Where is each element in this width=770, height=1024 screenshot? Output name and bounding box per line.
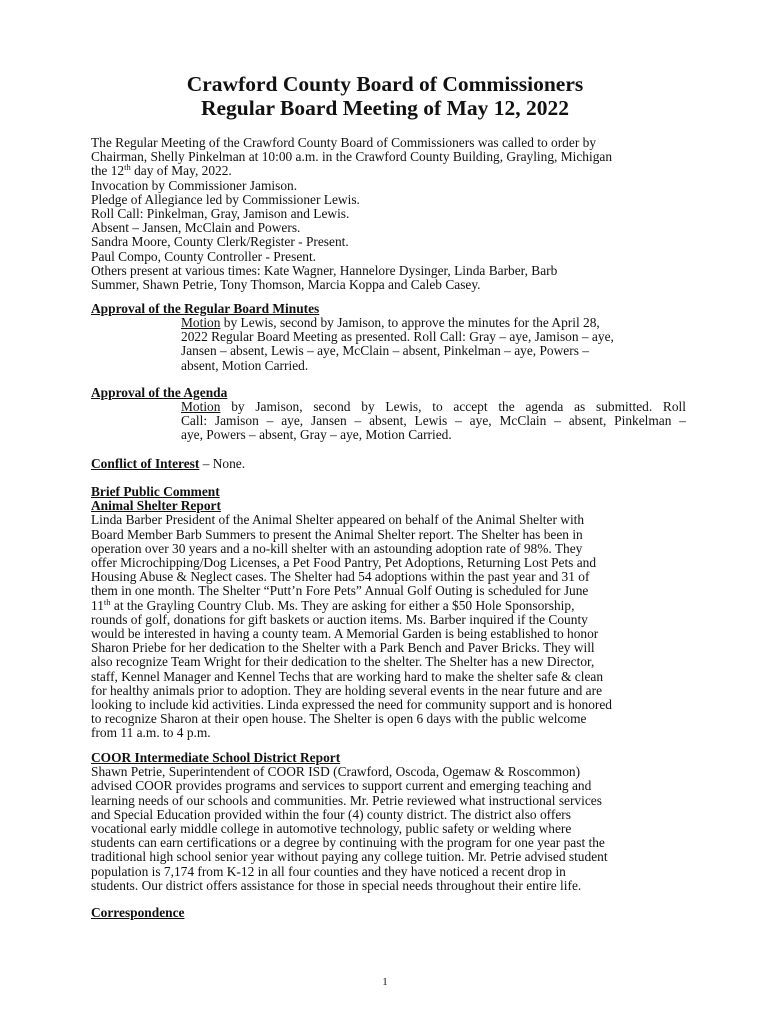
pledge-text: Pledge of Allegiance led by Commissioner Lewis. (91, 191, 360, 207)
conflict-heading: Conflict of Interest (91, 456, 200, 471)
roll-call-text: Roll Call: Pinkelman, Gray, Jamison and Lewis. (91, 206, 350, 222)
paragraph-line: would be interested in having a county team. A Memorial Garden is being established to honor (91, 626, 599, 642)
motion-line (181, 400, 686, 414)
page-title (0, 72, 770, 120)
intro-paragraph (91, 136, 691, 292)
motion-line: Jansen – absent, Lewis – aye, McClain – absent, Pinkelman – aye, Powers – (181, 343, 589, 359)
conflict-section (91, 457, 691, 471)
motion-line (181, 316, 686, 330)
coor-heading: COOR Intermediate School District Report (91, 750, 341, 765)
intro-line (91, 164, 691, 178)
paragraph-line: looking to include kid activities. Linda expressed the need for community support and is honored (91, 697, 613, 713)
minutes-motion (181, 316, 686, 373)
invocation-text: Invocation by Commissioner Jamison. (91, 177, 298, 193)
intro-line: Chairman, Shelly Pinkelman at 10:00 a.m. in the Crawford County Building, Grayling, Michigan (91, 149, 613, 165)
correspondence-heading: Correspondence (91, 905, 185, 920)
motion-line: Call: Jamison – aye, Jansen – absent, Lewis – aye, McClain – absent, Pinkelman – (181, 413, 686, 429)
paragraph-line: staff, Kennel Manager and Kennel Techs that are working hard to make the shelter safe & clean (91, 668, 604, 684)
motion-text: by Jamison, second by Lewis, to accept the agenda as submitted. Roll (220, 399, 686, 414)
paragraph-line: population is 7,174 from K-12 in all four counties and they have noticed a recent drop in (91, 863, 566, 879)
agenda-heading: Approval of the Agenda (91, 385, 228, 400)
conflict-line (91, 457, 691, 471)
paragraph-line: to recognize Sharon at their open house. The Shelter is open 6 days with the public welcome (91, 711, 587, 727)
paragraph-line: them in one month. The Shelter “Putt’n Fore Pets” Annual Golf Outing is scheduled for June (91, 583, 589, 599)
clerk-text: Sandra Moore, County Clerk/Register - Present. (91, 234, 349, 250)
paragraph-line: Board Member Barb Summers to present the Animal Shelter report. The Shelter has been in (91, 526, 583, 542)
others-present-text: Summer, Shawn Petrie, Tony Thomson, Marcia Koppa and Caleb Casey. (91, 277, 481, 293)
paragraph-line: vocational early middle college in automotive technology, public safety or welding where (91, 821, 572, 837)
motion-line: absent, Motion Carried. (181, 357, 309, 373)
minutes-heading: Approval of the Regular Board Minutes (91, 301, 320, 316)
paragraph-line: rounds of golf, donations for gift baskets or auction items. Ms. Barber inquired if the County (91, 611, 588, 627)
paragraph-line: operation over 30 years and a no-kill shelter with an astounding adoption rate of 98%. They (91, 540, 583, 556)
agenda-motion (181, 400, 686, 443)
motion-line: aye, Powers – absent, Gray – aye, Motion Carried. (181, 427, 452, 443)
motion-label: Motion (181, 399, 221, 414)
paragraph-line: traditional high school senior year without paying any college tuition. Mr. Petrie advised student (91, 849, 608, 865)
public-comment-heading: Brief Public Comment (91, 484, 220, 499)
page-number: 1 (382, 976, 388, 988)
motion-label: Motion (181, 315, 221, 330)
correspondence-section (91, 906, 691, 920)
title-line-2: Regular Board Meeting of May 12, 2022 (200, 96, 570, 120)
conflict-text: – None. (199, 456, 246, 471)
paragraph-line: also recognize Team Wright for their dedication to the shelter. The Shelter has a new Director, (91, 654, 595, 670)
paragraph-line: learning needs of our schools and communities. Mr. Petrie reviewed what instructional services (91, 792, 602, 808)
others-present-text: Others present at various times: Kate Wagner, Hannelore Dysinger, Linda Barber, Barb (91, 262, 558, 278)
paragraph-line: students can earn certifications or a degree by continuing with the program for one year past the (91, 835, 605, 851)
title-line-1: Crawford County Board of Commissioners (186, 72, 584, 96)
controller-text: Paul Compo, County Controller - Present. (91, 248, 317, 264)
paragraph-line: and Special Education provided within the four (4) county district. The district also offers (91, 806, 571, 822)
animal-shelter-heading: Animal Shelter Report (91, 498, 221, 514)
paragraph-line: Shawn Petrie, Superintendent of COOR ISD (Crawford, Oscoda, Ogemaw & Roscommon) (91, 764, 581, 780)
absent-text: Absent – Jansen, McClain and Powers. (91, 220, 301, 236)
intro-date-text: day of May, 2022. (130, 163, 232, 179)
paragraph-line: Sharon Priebe for her dedication to the Shelter with a Park Bench and Paver Bricks. They will (91, 640, 595, 656)
animal-shelter-section (91, 485, 691, 741)
ordinal-suffix: th (103, 596, 111, 607)
ordinal-suffix: th (124, 162, 131, 173)
motion-text: by Lewis, second by Jamison, to approve the minutes for the April 28, (220, 315, 600, 330)
paragraph-line: offer Microchipping/Dog Licenses, a Pet Food Pantry, Pet Adoptions, Returning Lost Pets and (91, 555, 597, 571)
intro-line: The Regular Meeting of the Crawford County Board of Commissioners was called to order by (91, 135, 597, 150)
paragraph-text: at the Grayling Country Club. Ms. They are asking for either a $50 Hole Sponsorship, (110, 597, 575, 613)
intro-date-text: the 12 (91, 163, 125, 179)
paragraph-line: Linda Barber President of the Animal Shelter appeared on behalf of the Animal Shelter with (91, 512, 585, 528)
paragraph-line: from 11 a.m. to 4 p.m. (91, 725, 211, 741)
paragraph-line: students. Our district offers assistance for those in special needs throughout their entire life. (91, 877, 582, 893)
coor-section (91, 751, 691, 893)
paragraph-line: Housing Abuse & Neglect cases. The Shelter had 54 adoptions within the past year and 31 of (91, 569, 590, 585)
paragraph-line: advised COOR provides programs and services to support current and emerging teaching and (91, 778, 592, 794)
paragraph-line (91, 596, 691, 613)
paragraph-line: for healthy animals prior to adoption. They are holding several events in the near future and are (91, 682, 603, 698)
date-text: 11 (91, 597, 104, 613)
motion-line: 2022 Regular Board Meeting as presented. Roll Call: Gray – aye, Jamison – aye, (181, 329, 614, 345)
